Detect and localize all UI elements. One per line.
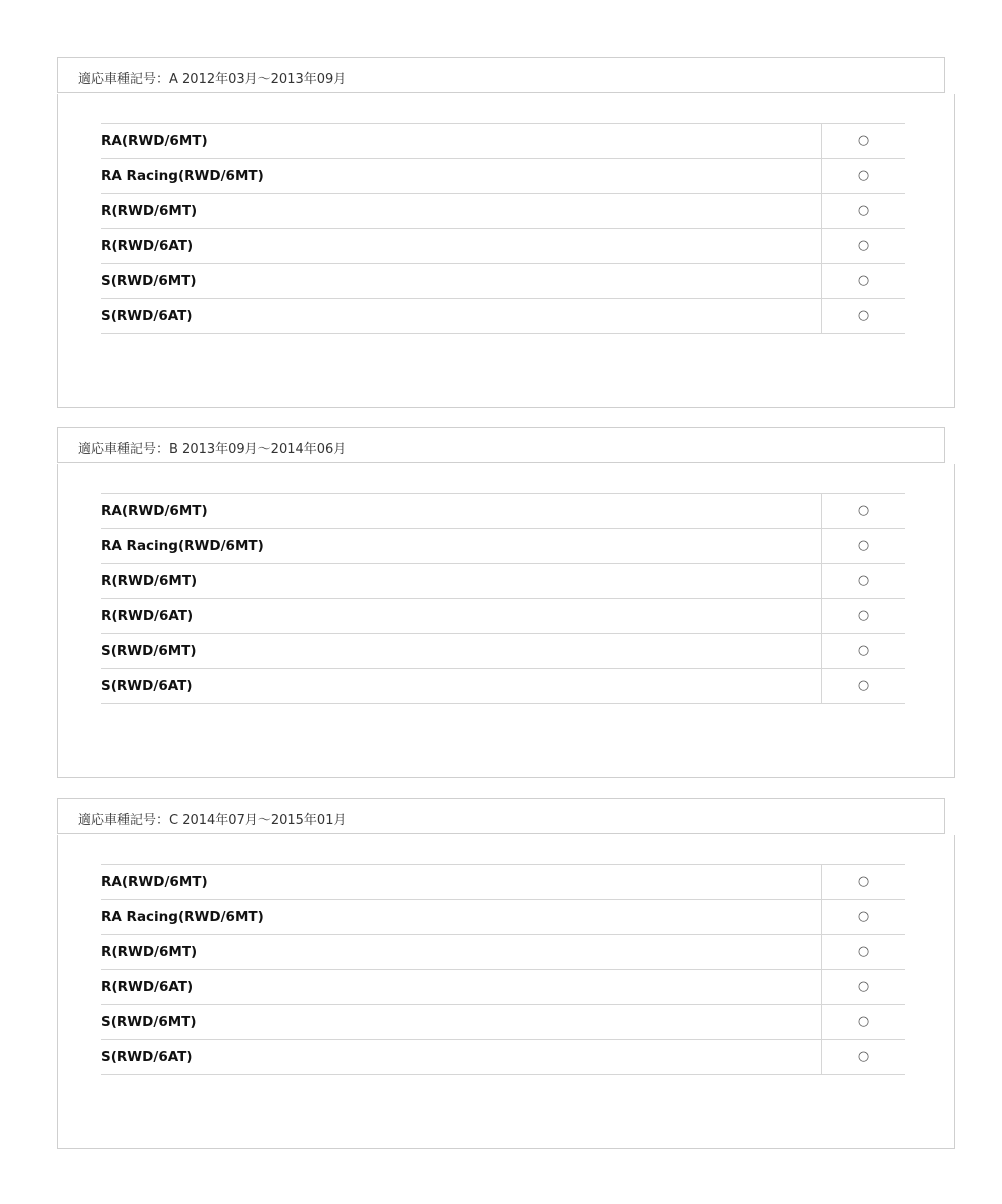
grade-name: S(RWD/6MT) bbox=[101, 1005, 822, 1039]
section-title: 適応車種記号：B 2013年09月～2014年06月 bbox=[78, 442, 347, 457]
grade-name: R(RWD/6AT) bbox=[101, 229, 822, 263]
table-row bbox=[101, 634, 905, 669]
table-row bbox=[101, 669, 905, 704]
table-row bbox=[101, 1005, 905, 1040]
compat-mark: ○ bbox=[857, 308, 870, 323]
grade-name: R(RWD/6AT) bbox=[101, 599, 822, 633]
table-row bbox=[101, 564, 905, 599]
table-row bbox=[101, 494, 905, 529]
compat-mark: ○ bbox=[857, 168, 870, 183]
compat-mark: ○ bbox=[857, 608, 870, 623]
table-row bbox=[101, 599, 905, 634]
table-row bbox=[101, 900, 905, 935]
table-row bbox=[101, 865, 905, 900]
compat-mark: ○ bbox=[857, 944, 870, 959]
table-row bbox=[101, 159, 905, 194]
grade-name: RA Racing(RWD/6MT) bbox=[101, 529, 822, 563]
compat-mark: ○ bbox=[857, 573, 870, 588]
grade-table bbox=[101, 493, 905, 704]
grade-name: RA Racing(RWD/6MT) bbox=[101, 900, 822, 934]
grade-name: S(RWD/6AT) bbox=[101, 299, 822, 333]
compat-mark: ○ bbox=[857, 503, 870, 518]
compat-mark: ○ bbox=[857, 1049, 870, 1064]
compat-mark: ○ bbox=[857, 203, 870, 218]
section-body bbox=[57, 94, 955, 408]
grade-name: RA(RWD/6MT) bbox=[101, 494, 822, 528]
section-title: 適応車種記号：A 2012年03月～2013年09月 bbox=[78, 72, 347, 87]
compat-section-c bbox=[57, 798, 955, 1149]
grade-name: RA(RWD/6MT) bbox=[101, 865, 822, 899]
table-row bbox=[101, 935, 905, 970]
grade-name: R(RWD/6AT) bbox=[101, 970, 822, 1004]
table-row bbox=[101, 299, 905, 334]
compat-mark: ○ bbox=[857, 874, 870, 889]
section-title: 適応車種記号：C 2014年07月～2015年01月 bbox=[78, 813, 347, 828]
compat-section-a bbox=[57, 57, 955, 408]
compat-mark: ○ bbox=[857, 538, 870, 553]
grade-table bbox=[101, 123, 905, 334]
compat-mark: ○ bbox=[857, 273, 870, 288]
compat-mark: ○ bbox=[857, 643, 870, 658]
table-row bbox=[101, 194, 905, 229]
table-row bbox=[101, 124, 905, 159]
table-row bbox=[101, 1040, 905, 1075]
section-header bbox=[57, 57, 945, 93]
table-row bbox=[101, 970, 905, 1005]
section-body bbox=[57, 464, 955, 778]
grade-name: S(RWD/6MT) bbox=[101, 634, 822, 668]
section-body bbox=[57, 835, 955, 1149]
grade-table bbox=[101, 864, 905, 1075]
grade-name: RA Racing(RWD/6MT) bbox=[101, 159, 822, 193]
grade-name: R(RWD/6MT) bbox=[101, 564, 822, 598]
compat-section-b bbox=[57, 427, 955, 778]
compat-mark: ○ bbox=[857, 909, 870, 924]
section-header bbox=[57, 427, 945, 463]
grade-name: R(RWD/6MT) bbox=[101, 935, 822, 969]
compat-mark: ○ bbox=[857, 678, 870, 693]
grade-name: RA(RWD/6MT) bbox=[101, 124, 822, 158]
table-row bbox=[101, 264, 905, 299]
compat-mark: ○ bbox=[857, 1014, 870, 1029]
compat-mark: ○ bbox=[857, 238, 870, 253]
table-row bbox=[101, 529, 905, 564]
grade-name: R(RWD/6MT) bbox=[101, 194, 822, 228]
grade-name: S(RWD/6AT) bbox=[101, 1040, 822, 1074]
grade-name: S(RWD/6AT) bbox=[101, 669, 822, 703]
table-row bbox=[101, 229, 905, 264]
section-header bbox=[57, 798, 945, 834]
compat-mark: ○ bbox=[857, 979, 870, 994]
grade-name: S(RWD/6MT) bbox=[101, 264, 822, 298]
compat-mark: ○ bbox=[857, 133, 870, 148]
